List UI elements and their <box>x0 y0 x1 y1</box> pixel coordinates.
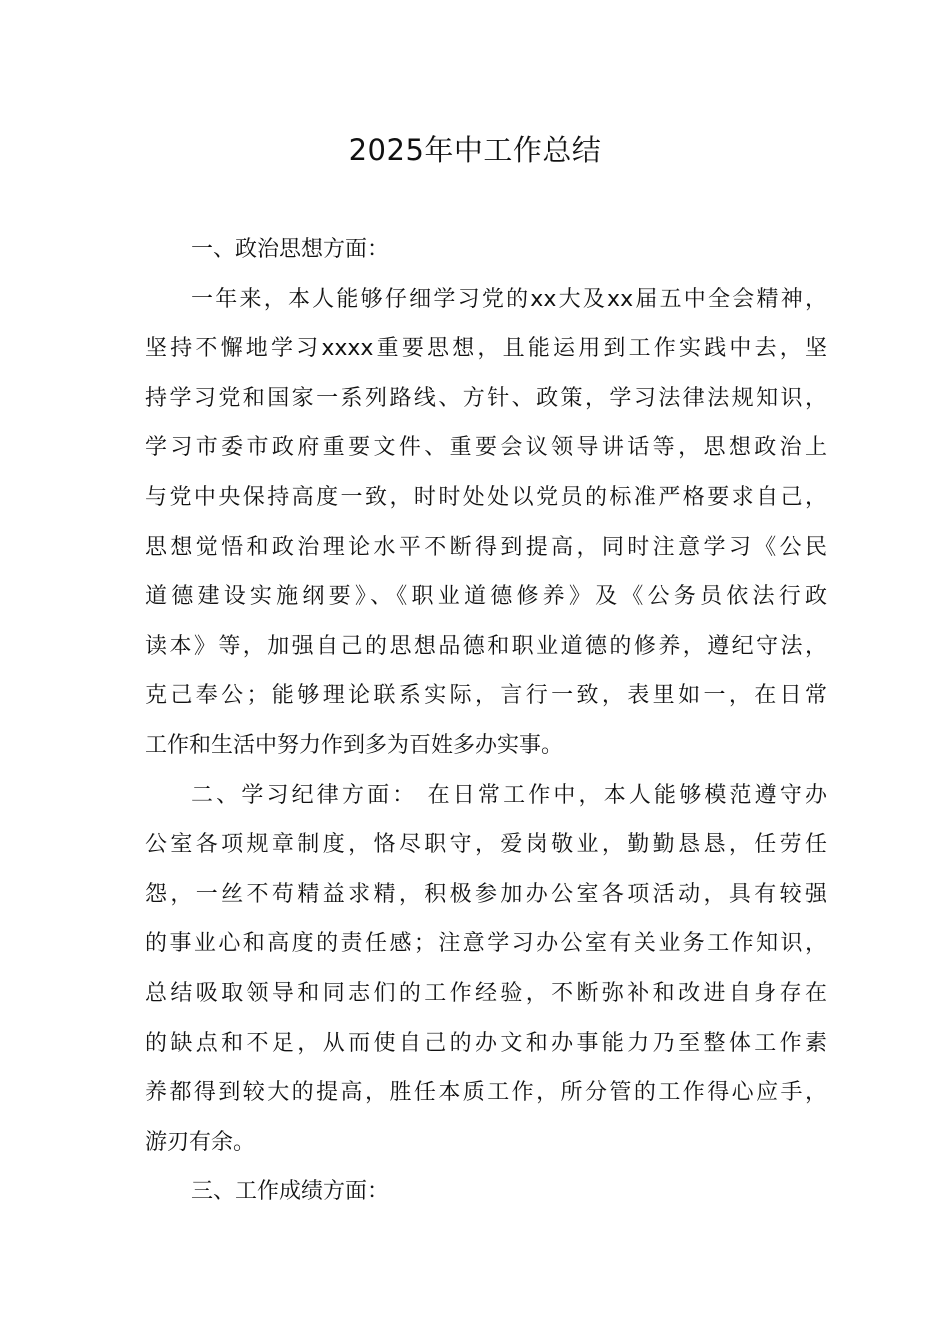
text-line: 一年来，本人能够仔细学习党的xx大及xx届五中全会精神， <box>191 286 827 312</box>
text-line: 三、工作成绩方面： <box>191 1179 390 1205</box>
text-line: 读本》等，加强自己的思想品德和职业道德的修养，遵纪守法， <box>145 633 827 659</box>
text-line: 一、政治思想方面： <box>191 237 390 262</box>
text-line: 养都得到较大的提高，胜任本质工作，所分管的工作得心应手， <box>145 1080 827 1106</box>
text-line: 公室各项规章制度，恪尽职守，爱岗敬业，勤勤恳恳，任劳任 <box>145 832 827 858</box>
text-line: 的事业心和高度的责任感；注意学习办公室有关业务工作知识， <box>145 931 827 957</box>
text-line: 思想觉悟和政治理论水平不断得到提高，同时注意学习《公民 <box>145 534 827 560</box>
text-line: 二、学习纪律方面： 在日常工作中，本人能够模范遵守办 <box>191 782 827 808</box>
text-line: 坚持不懈地学习xxxx重要思想，且能运用到工作实践中去，坚 <box>145 336 827 362</box>
document-body <box>145 225 827 1217</box>
text-line: 怨，一丝不苟精益求精，积极参加办公室各项活动，具有较强 <box>145 881 827 907</box>
text-line: 持学习党和国家一系列路线、方针、政策，学习法律法规知识， <box>145 385 827 411</box>
page-title: 2025年中工作总结 <box>348 133 602 167</box>
text-line: 克己奉公；能够理论联系实际，言行一致，表里如一，在日常 <box>145 683 827 709</box>
text-line: 学习市委市政府重要文件、重要会议领导讲话等，思想政治上 <box>145 435 827 461</box>
text-line: 道德建设实施纲要》、《职业道德修养》及《公务员依法行政 <box>145 584 827 610</box>
text-line: 的缺点和不足，从而使自己的办文和办事能力乃至整体工作素 <box>145 1030 827 1056</box>
text-line: 总结吸取领导和同志们的工作经验，不断弥补和改进自身存在 <box>145 980 827 1006</box>
text-line: 与党中央保持高度一致，时时处处以党员的标准严格要求自己， <box>145 484 827 510</box>
text-line: 游刃有余。 <box>145 1129 256 1155</box>
text-line: 工作和生活中努力作到多为百姓多办实事。 <box>145 732 564 758</box>
